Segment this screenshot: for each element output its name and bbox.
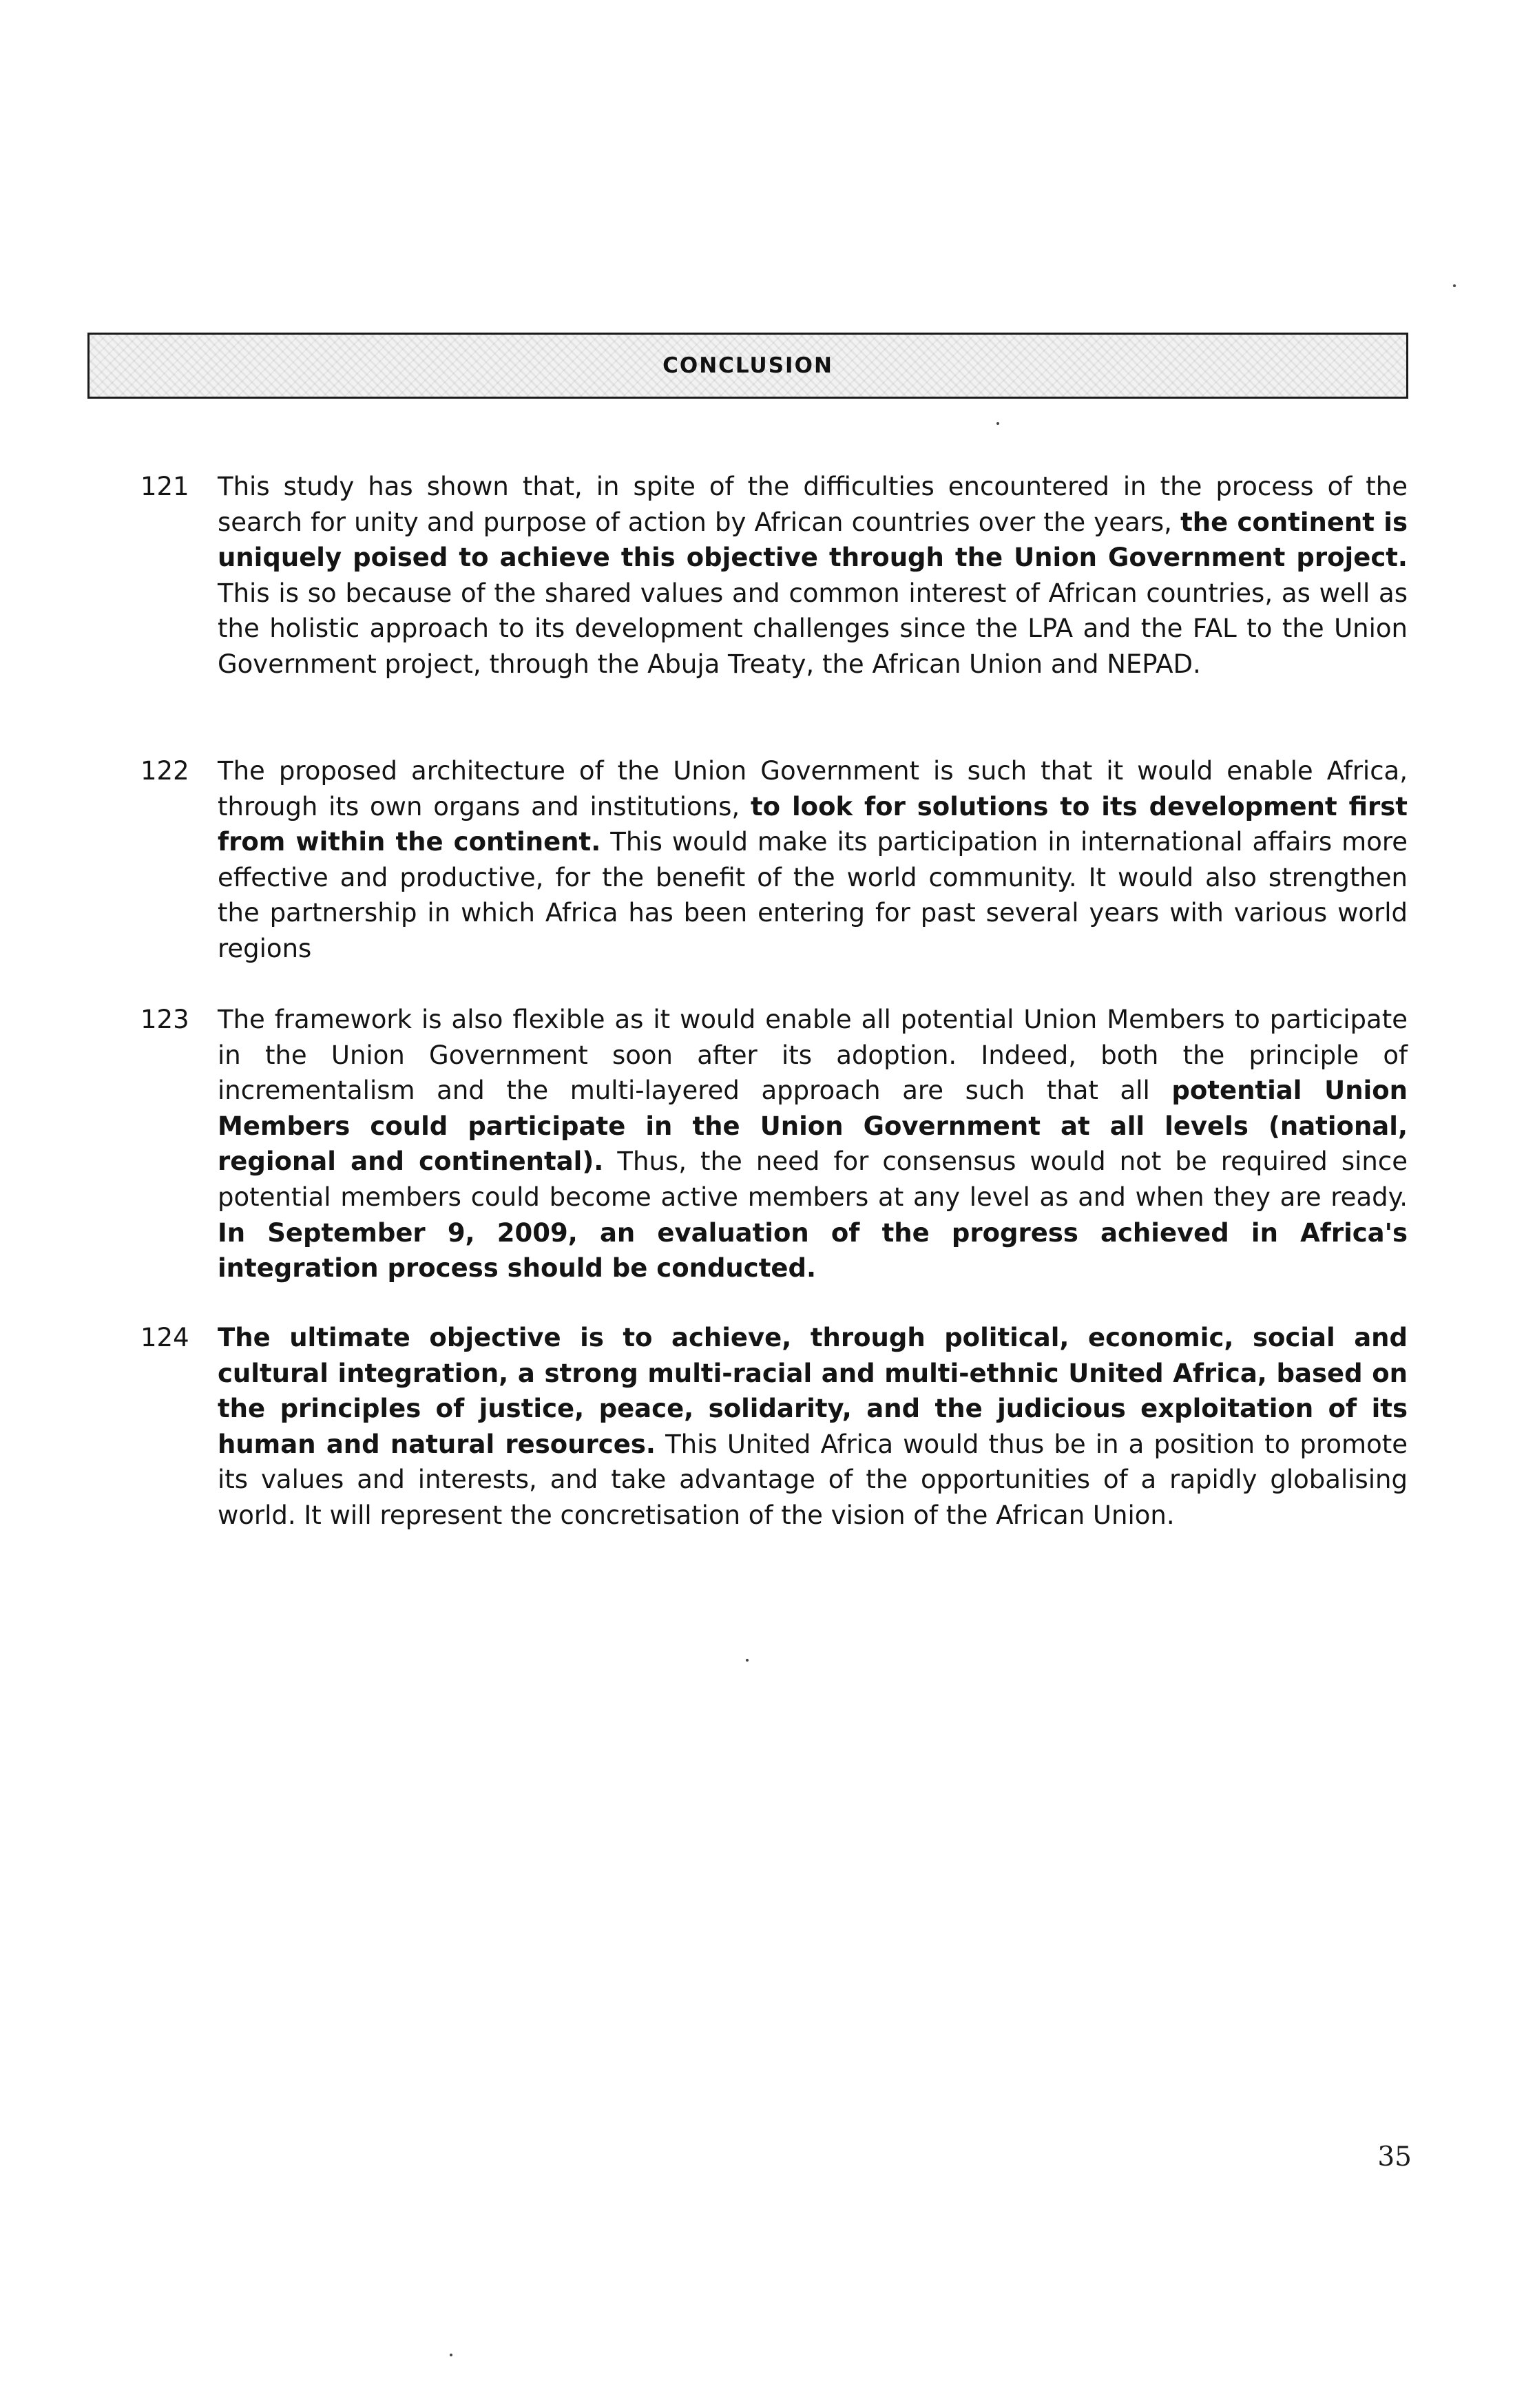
section-title: CONCLUSION <box>662 353 833 378</box>
paragraph-text <box>218 469 1408 682</box>
text-segment: This United Africa would thus be in a position to promote its values and interests, and take advantage of the opportunities of a rapidly globalising world. It will represent the concretisation of the vision of the African Union. <box>218 1429 1408 1530</box>
bold-text-segment: the continent is uniquely poised to achieve this objective through the Union Government project. <box>218 507 1408 573</box>
paragraph-text <box>218 1002 1408 1286</box>
paragraph-number: 123 <box>140 1005 189 1034</box>
paragraph-number: 124 <box>140 1323 189 1352</box>
scan-speck <box>450 2354 452 2356</box>
text-segment: Thus, the need for consensus would not be required since potential members could become active members at any level as and when they are ready. <box>218 1147 1408 1212</box>
bold-text-segment: In September 9, 2009, an evaluation of the progress achieved in Africa's integration process should be conducted. <box>218 1217 1408 1284</box>
scan-speck <box>746 1659 749 1662</box>
text-segment: This would make its participation in international affairs more effective and productive, for the benefit of the world community. It would also strengthen the partnership in which Africa has been entering for past several years with various world regions <box>218 827 1408 963</box>
text-segment: The proposed architecture of the Union Government is such that it would enable Africa, through its own organs and institutions, <box>218 756 1408 821</box>
text-segment: This is so because of the shared values and common interest of African countries, as well as the holistic approach to its development challenges since the LPA and the FAL to the Union Government project, through the Abuja Treaty, the African Union and NEPAD. <box>218 578 1408 679</box>
scan-speck <box>1453 284 1456 287</box>
bold-text-segment: potential Union Members could participate in the Union Government at all levels (national, regional and continental). <box>218 1076 1408 1177</box>
text-segment: This study has shown that, in spite of the difficulties encountered in the process of the search for unity and purpose of action by African countries over the years, <box>218 472 1408 537</box>
bold-text-segment: The ultimate objective is to achieve, through political, economic, social and cultural integration, a strong multi-racial and multi-ethnic United Africa, based on the principles of justice, peace, solidarity, and the judicious exploitation of its human and natural resources. <box>218 1323 1408 1459</box>
scan-speck <box>996 422 999 425</box>
page-number: 35 <box>1377 2142 1412 2173</box>
paragraph-text <box>218 1320 1408 1533</box>
paragraph-number: 122 <box>140 756 189 786</box>
paragraph-text <box>218 753 1408 967</box>
bold-text-segment: to look for solutions to its development first from within the continent. <box>218 791 1408 857</box>
paragraph-number: 121 <box>140 472 189 501</box>
text-segment: The framework is also flexible as it would enable all potential Union Members to participate in the Union Government soon after its adoption. Indeed, both the principle of incrementalism and the multi-layered approach are such that all <box>218 1005 1408 1106</box>
section-header-bar <box>87 333 1408 399</box>
